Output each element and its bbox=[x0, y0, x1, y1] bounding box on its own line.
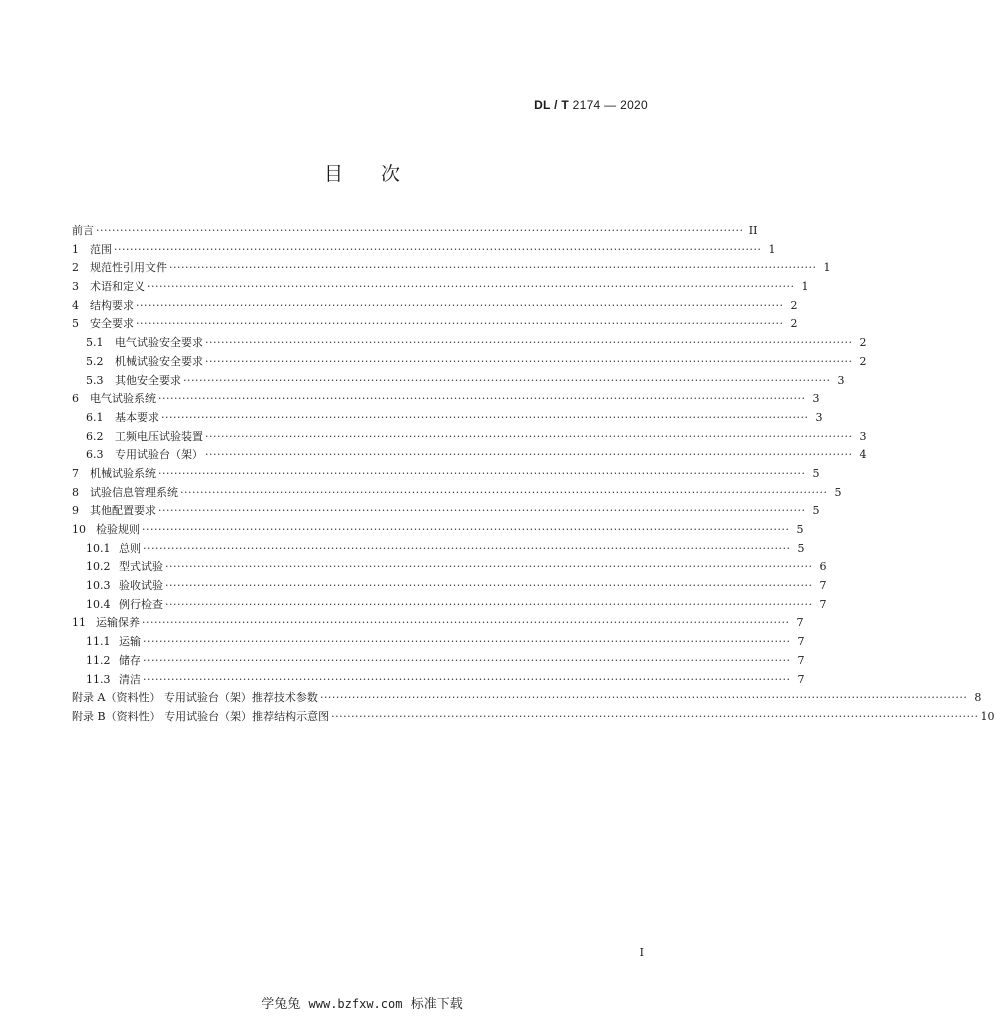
toc-entry-page: 7 bbox=[797, 635, 805, 649]
toc-leader-dots: ·································································································································································· bbox=[161, 410, 809, 424]
toc-leader-dots: ·································································································································································· bbox=[143, 653, 791, 667]
toc-entry-page: 7 bbox=[819, 597, 827, 611]
toc-entry[interactable] bbox=[72, 372, 845, 391]
toc-entry[interactable] bbox=[72, 521, 804, 540]
toc-entry-page: 7 bbox=[796, 616, 804, 630]
toc-entry-title: 安全要求 bbox=[90, 317, 134, 331]
toc-entry[interactable] bbox=[72, 708, 995, 727]
toc-entry-title: 工频电压试验装置 bbox=[115, 429, 203, 443]
toc-entry-title: 验收试验 bbox=[119, 579, 163, 593]
toc-leader-dots: ·································································································································································· bbox=[205, 354, 853, 368]
toc-leader-dots: ·································································································································································· bbox=[158, 392, 806, 406]
toc-entry-page: 3 bbox=[815, 410, 823, 424]
toc-entry-page: 5 bbox=[812, 466, 820, 480]
toc-entry-number: 6.3 bbox=[86, 448, 104, 462]
toc-entry-number: 11.3 bbox=[86, 672, 111, 686]
toc-entry-number: 6.2 bbox=[86, 429, 104, 443]
toc-entry-page: 5 bbox=[797, 541, 805, 555]
toc-leader-dots: ·································································································································································· bbox=[205, 448, 853, 462]
toc-entry-page: 8 bbox=[974, 691, 982, 705]
watermark-suffix: 标准下载 bbox=[410, 997, 463, 1012]
toc-entry-number: 10.3 bbox=[86, 579, 111, 593]
toc-entry[interactable] bbox=[72, 596, 827, 615]
toc-entry-page: 7 bbox=[819, 579, 827, 593]
toc-entry-number: 5 bbox=[72, 317, 79, 331]
toc-entry-number: 6.1 bbox=[86, 410, 104, 424]
toc-entry[interactable] bbox=[72, 259, 831, 278]
toc-entry-number: 1 bbox=[72, 242, 79, 256]
toc-entry[interactable] bbox=[72, 484, 842, 503]
standard-code bbox=[534, 98, 648, 112]
toc-entry-number: 10 bbox=[72, 523, 86, 536]
watermark bbox=[0, 993, 724, 1012]
toc-entry-number: 5.2 bbox=[86, 354, 104, 368]
toc-entry-title: 机械试验安全要求 bbox=[115, 354, 203, 368]
toc-entry-page: 5 bbox=[812, 504, 820, 518]
toc-entry[interactable] bbox=[72, 465, 820, 484]
toc-entry-number: 9 bbox=[72, 504, 79, 518]
toc-entry-number: 4 bbox=[72, 298, 79, 312]
toc-entry-page: 1 bbox=[823, 261, 831, 275]
toc-entry-number: 11.2 bbox=[86, 653, 111, 667]
toc-entry-title: 结构要求 bbox=[90, 298, 134, 312]
toc-entry-title: 范围 bbox=[90, 242, 112, 256]
toc-entry[interactable] bbox=[72, 297, 798, 316]
toc-entry-title: 运输保养 bbox=[96, 616, 140, 630]
toc-entry[interactable] bbox=[72, 222, 758, 241]
toc-leader-dots: ·································································································································································· bbox=[114, 242, 762, 256]
toc-entry-title: 电气试验安全要求 bbox=[115, 336, 203, 350]
toc-entry-title: 检验规则 bbox=[96, 523, 140, 536]
toc-entry-title: 型式试验 bbox=[119, 560, 163, 574]
toc-leader-dots: ·································································································································································· bbox=[169, 261, 817, 275]
toc-entry[interactable] bbox=[72, 446, 867, 465]
toc-entry-number: 8 bbox=[72, 485, 79, 499]
standard-code-prefix: DL / T bbox=[534, 98, 573, 112]
toc-entry-number: 10.2 bbox=[86, 560, 111, 574]
toc-entry-page: 6 bbox=[819, 560, 827, 574]
toc-leader-dots: ·································································································································································· bbox=[143, 541, 791, 555]
toc-leader-dots: ·································································································································································· bbox=[180, 485, 828, 499]
toc-entry[interactable] bbox=[72, 652, 805, 671]
toc-leader-dots: ·································································································································································· bbox=[158, 466, 806, 480]
toc-entry-page: 5 bbox=[834, 485, 842, 499]
toc-entry[interactable] bbox=[72, 315, 798, 334]
toc-entry-title: 附录 A（资料性） 专用试验台（架）推荐技术参数 bbox=[72, 691, 318, 705]
toc-entry-page: 10 bbox=[980, 709, 995, 723]
toc-entry[interactable] bbox=[72, 241, 776, 260]
toc-entry[interactable] bbox=[72, 633, 805, 652]
toc-leader-dots: ·································································································································································· bbox=[142, 523, 790, 536]
toc-leader-dots: ·································································································································································· bbox=[136, 317, 784, 331]
toc-entry-number: 10.1 bbox=[86, 541, 111, 555]
toc-entry-title: 运输 bbox=[119, 635, 141, 649]
toc-entry-page: 3 bbox=[837, 373, 845, 387]
toc-entry[interactable] bbox=[72, 614, 804, 633]
toc-entry-title: 术语和定义 bbox=[90, 280, 145, 294]
toc-entry[interactable] bbox=[72, 671, 805, 690]
toc-leader-dots: ·································································································································································· bbox=[165, 579, 813, 593]
table-of-contents bbox=[72, 222, 995, 727]
toc-entry-number: 11.1 bbox=[86, 635, 111, 649]
toc-leader-dots: ·································································································································································· bbox=[165, 597, 813, 611]
toc-entry-title: 储存 bbox=[119, 653, 141, 667]
toc-leader-dots: ·································································································································································· bbox=[331, 709, 979, 723]
toc-entry-page: 4 bbox=[859, 448, 867, 462]
toc-entry-title: 试验信息管理系统 bbox=[90, 485, 178, 499]
toc-entry[interactable] bbox=[72, 390, 820, 409]
toc-entry-page: 7 bbox=[797, 653, 805, 667]
toc-entry-page: 2 bbox=[790, 317, 798, 331]
toc-entry-title: 附录 B（资料性） 专用试验台（架）推荐结构示意图 bbox=[72, 709, 330, 723]
toc-entry-page: 2 bbox=[859, 354, 867, 368]
toc-leader-dots: ·································································································································································· bbox=[205, 429, 853, 443]
toc-entry-title: 例行检查 bbox=[119, 597, 163, 611]
toc-leader-dots: ·································································································································································· bbox=[183, 373, 831, 387]
toc-entry-title: 其他配置要求 bbox=[90, 504, 156, 518]
toc-entry[interactable] bbox=[72, 540, 805, 559]
toc-entry-number: 5.3 bbox=[86, 373, 104, 387]
toc-entry-number: 5.1 bbox=[86, 336, 104, 350]
toc-leader-dots: ·································································································································································· bbox=[319, 691, 968, 705]
toc-entry[interactable] bbox=[72, 428, 867, 447]
toc-leader-dots: ·································································································································································· bbox=[158, 504, 806, 518]
toc-leader-dots: ·································································································································································· bbox=[143, 672, 791, 686]
page-number: I bbox=[639, 946, 644, 959]
toc-entry-title: 专用试验台（架） bbox=[115, 448, 203, 462]
toc-entry-number: 7 bbox=[72, 466, 79, 480]
toc-entry-page: 7 bbox=[797, 672, 805, 686]
toc-leader-dots: ·································································································································································· bbox=[205, 336, 853, 350]
toc-entry[interactable] bbox=[72, 689, 982, 708]
page-title: 目次 bbox=[323, 163, 438, 185]
toc-entry-number: 10.4 bbox=[86, 597, 111, 611]
watermark-url: www.bzfxw.com bbox=[308, 997, 403, 1011]
toc-leader-dots: ·································································································································································· bbox=[143, 635, 791, 649]
toc-entry-number: 3 bbox=[72, 280, 79, 294]
toc-entry-page: 5 bbox=[796, 523, 804, 536]
toc-entry-page: 1 bbox=[768, 242, 776, 256]
toc-entry[interactable] bbox=[72, 502, 820, 521]
toc-entry-title: 规范性引用文件 bbox=[90, 261, 167, 275]
toc-entry-page: 3 bbox=[859, 429, 867, 443]
toc-leader-dots: ·································································································································································· bbox=[136, 298, 784, 312]
toc-entry[interactable] bbox=[72, 334, 867, 353]
toc-leader-dots: ·································································································································································· bbox=[142, 616, 790, 630]
toc-entry-title: 清洁 bbox=[119, 672, 141, 686]
toc-entry-page: 2 bbox=[859, 336, 867, 350]
toc-entry[interactable] bbox=[72, 409, 823, 428]
toc-entry-title: 基本要求 bbox=[115, 410, 159, 424]
toc-entry-page: II bbox=[748, 224, 758, 237]
toc-entry-page: 2 bbox=[790, 298, 798, 312]
toc-entry[interactable] bbox=[72, 558, 827, 577]
toc-entry-title: 电气试验系统 bbox=[90, 392, 156, 406]
toc-entry-number: 11 bbox=[72, 616, 86, 630]
toc-entry-page: 3 bbox=[812, 392, 820, 406]
toc-entry[interactable] bbox=[72, 577, 827, 596]
toc-entry-title: 机械试验系统 bbox=[90, 466, 156, 480]
standard-code-number: 2174 — 2020 bbox=[572, 98, 648, 112]
toc-entry-page: 1 bbox=[801, 280, 809, 294]
toc-entry[interactable] bbox=[72, 278, 809, 297]
toc-entry-number: 2 bbox=[72, 261, 79, 275]
watermark-brand: 学兔兔 bbox=[261, 997, 301, 1012]
toc-leader-dots: ·································································································································································· bbox=[147, 280, 795, 294]
toc-entry-title: 其他安全要求 bbox=[115, 373, 181, 387]
toc-entry-title: 总则 bbox=[119, 541, 141, 555]
toc-entry-number: 6 bbox=[72, 392, 79, 406]
toc-leader-dots: ·································································································································································· bbox=[96, 224, 744, 237]
toc-entry-title: 前言 bbox=[72, 224, 94, 237]
toc-leader-dots: ·································································································································································· bbox=[165, 560, 813, 574]
toc-entry[interactable] bbox=[72, 353, 867, 372]
